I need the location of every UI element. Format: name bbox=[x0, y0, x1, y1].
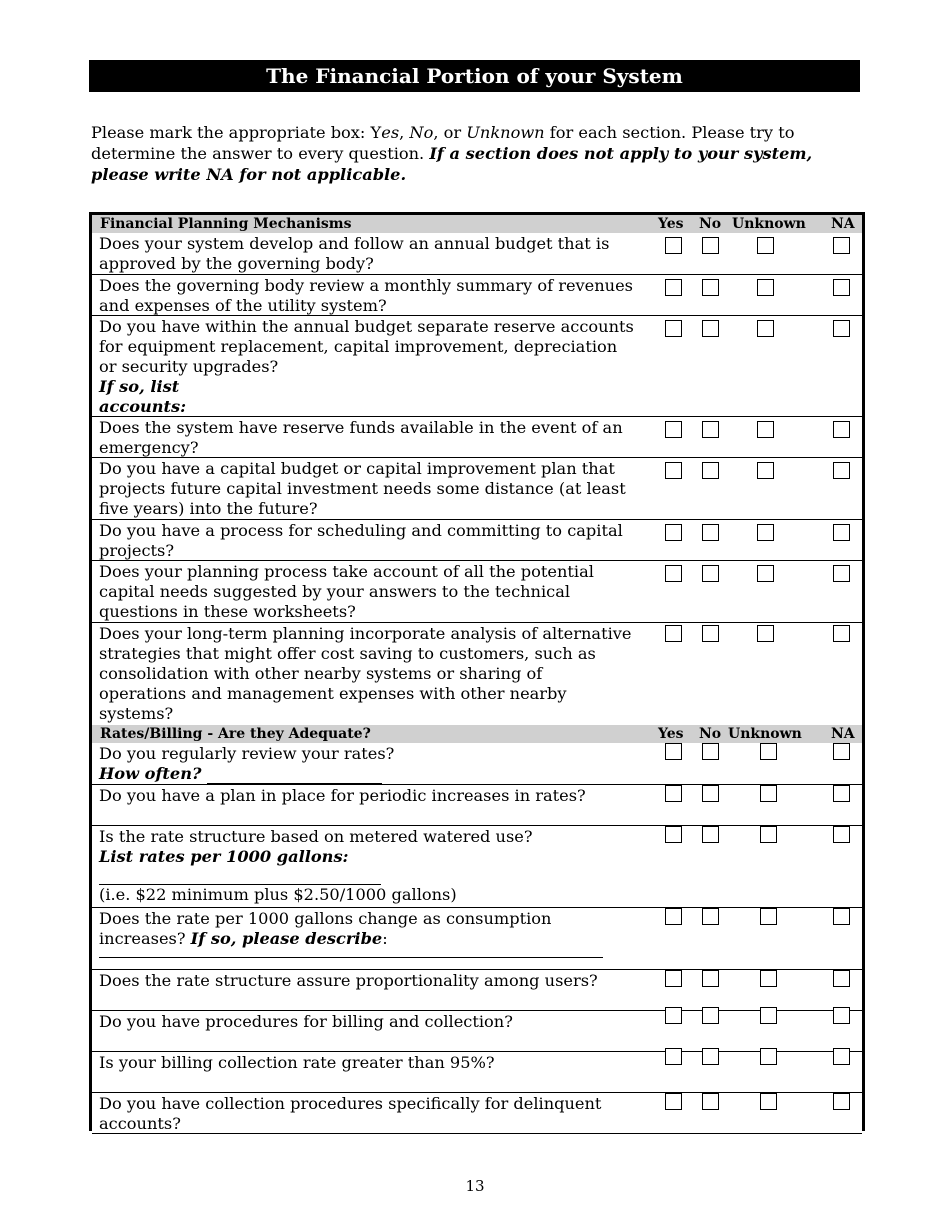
question-text: Do you have a capital budget or capital improvement plan that projects future capital investment needs some distance (at least five years) into the future? bbox=[99, 459, 626, 518]
checkbox-unknown[interactable] bbox=[760, 743, 777, 760]
checkbox-unknown[interactable] bbox=[760, 908, 777, 925]
question-text: Do you have procedures for billing and collection? bbox=[99, 1012, 513, 1031]
checkbox-no[interactable] bbox=[702, 279, 719, 296]
question-text: Do you regularly review your rates? bbox=[99, 744, 395, 763]
checkbox-yes[interactable] bbox=[665, 1048, 682, 1065]
intro-sep-2: , or bbox=[433, 123, 467, 142]
page-number: 13 bbox=[465, 1177, 485, 1195]
checkbox-yes[interactable] bbox=[665, 826, 682, 843]
followup-label: If so, please describe bbox=[190, 929, 383, 948]
intro-sep-1: , bbox=[399, 123, 410, 142]
question-row bbox=[92, 908, 862, 970]
checkbox-yes[interactable] bbox=[665, 462, 682, 479]
checkbox-unknown[interactable] bbox=[760, 1048, 777, 1065]
col-yes-header: Yes bbox=[658, 726, 684, 742]
checkbox-na[interactable] bbox=[833, 908, 850, 925]
checkbox-no[interactable] bbox=[702, 826, 719, 843]
checkbox-yes[interactable] bbox=[665, 320, 682, 337]
section-header-rates-billing bbox=[92, 725, 862, 743]
checkbox-yes[interactable] bbox=[665, 524, 682, 541]
checkbox-no[interactable] bbox=[702, 237, 719, 254]
question-text: Is your billing collection rate greater than 95%? bbox=[99, 1053, 495, 1072]
section-title: Rates/Billing - Are they Adequate? bbox=[100, 726, 371, 742]
checkbox-no[interactable] bbox=[702, 970, 719, 987]
followup-colon: : bbox=[382, 929, 388, 948]
page-title-text: The Financial Portion of your System bbox=[266, 64, 683, 88]
question-text: Does the rate structure assure proportionality among users? bbox=[99, 971, 598, 990]
question-text: Does your planning process take account of all the potential capital needs suggested by your answers to the technical questions in these worksheets? bbox=[99, 562, 594, 621]
checkbox-yes[interactable] bbox=[665, 1093, 682, 1110]
checkbox-yes[interactable] bbox=[665, 279, 682, 296]
question-row bbox=[92, 1052, 862, 1093]
checkbox-na[interactable] bbox=[833, 421, 850, 438]
question-text: Do you have a process for scheduling and committing to capital projects? bbox=[99, 521, 623, 560]
checkbox-no[interactable] bbox=[702, 524, 719, 541]
question-row bbox=[92, 275, 862, 316]
checkbox-no[interactable] bbox=[702, 743, 719, 760]
question-row bbox=[92, 458, 862, 520]
question-row bbox=[92, 561, 862, 623]
intro-na-note: If a section does not apply to your system, please write NA for not applicable. bbox=[91, 144, 813, 184]
col-no-header: No bbox=[699, 216, 722, 232]
col-no-header: No bbox=[699, 726, 722, 742]
describe-answer-line[interactable] bbox=[99, 949, 603, 958]
checkbox-na[interactable] bbox=[833, 1093, 850, 1110]
checkbox-yes[interactable] bbox=[665, 970, 682, 987]
page-title bbox=[89, 60, 860, 92]
question-row bbox=[92, 316, 862, 417]
checkbox-no[interactable] bbox=[702, 908, 719, 925]
question-text: Does the governing body review a monthly summary of revenues and expenses of the utility system? bbox=[99, 276, 633, 315]
checkbox-na[interactable] bbox=[833, 826, 850, 843]
checkbox-unknown[interactable] bbox=[757, 421, 774, 438]
checkbox-no[interactable] bbox=[702, 421, 719, 438]
how-often-answer-line[interactable] bbox=[207, 767, 382, 784]
checkbox-no[interactable] bbox=[702, 1007, 719, 1024]
checkbox-yes[interactable] bbox=[665, 625, 682, 642]
question-row bbox=[92, 970, 862, 1011]
checkbox-na[interactable] bbox=[833, 785, 850, 802]
question-text: Do you have collection procedures specifically for delinquent accounts? bbox=[99, 1094, 602, 1133]
checkbox-unknown[interactable] bbox=[757, 625, 774, 642]
checkbox-unknown[interactable] bbox=[757, 237, 774, 254]
checkbox-unknown[interactable] bbox=[757, 320, 774, 337]
intro-text-1: Please mark the appropriate box: Y bbox=[91, 123, 382, 142]
question-text-block bbox=[99, 909, 634, 958]
checkbox-na[interactable] bbox=[833, 237, 850, 254]
col-unknown-header: Unknown bbox=[728, 726, 802, 742]
checkbox-no[interactable] bbox=[702, 565, 719, 582]
question-text: Do you have a plan in place for periodic increases in rates? bbox=[99, 786, 586, 805]
question-text: Is the rate structure based on metered watered use? bbox=[99, 827, 533, 846]
checkbox-no[interactable] bbox=[702, 785, 719, 802]
question-row bbox=[92, 743, 862, 785]
accounts-answer-line[interactable] bbox=[186, 400, 551, 417]
checkbox-unknown[interactable] bbox=[757, 565, 774, 582]
checkbox-na[interactable] bbox=[833, 1048, 850, 1065]
question-text: Do you have within the annual budget separate reserve accounts for equipment replacement, capital improvement, depreciation or security upgrades? bbox=[99, 317, 634, 376]
question-text-block bbox=[99, 317, 634, 417]
question-text: Does your long-term planning incorporate analysis of alternative strategies that might offer cost saving to customers, such as consolidation with other nearby systems or sharing of operations and management expenses with other nearby systems? bbox=[99, 624, 632, 723]
col-na-header: NA bbox=[831, 216, 855, 232]
checkbox-yes[interactable] bbox=[665, 908, 682, 925]
checkbox-yes[interactable] bbox=[665, 565, 682, 582]
checkbox-no[interactable] bbox=[702, 320, 719, 337]
checkbox-unknown[interactable] bbox=[757, 462, 774, 479]
col-na-header: NA bbox=[831, 726, 855, 742]
question-row bbox=[92, 1011, 862, 1052]
col-yes-header: Yes bbox=[658, 216, 684, 232]
question-row bbox=[92, 233, 862, 275]
question-text-block bbox=[99, 827, 634, 905]
checkbox-unknown[interactable] bbox=[757, 279, 774, 296]
checkbox-no[interactable] bbox=[702, 625, 719, 642]
checkbox-no[interactable] bbox=[702, 1093, 719, 1110]
checkbox-yes[interactable] bbox=[665, 1007, 682, 1024]
checkbox-unknown[interactable] bbox=[760, 826, 777, 843]
section-title: Financial Planning Mechanisms bbox=[100, 216, 352, 232]
intro-text-2: for each section. Please try to determine the answer to every question. bbox=[91, 123, 795, 163]
section-header-financial-planning bbox=[92, 215, 862, 233]
col-unknown-header: Unknown bbox=[732, 216, 806, 232]
checkbox-unknown[interactable] bbox=[760, 1093, 777, 1110]
question-row bbox=[92, 417, 862, 458]
checkbox-unknown[interactable] bbox=[760, 1007, 777, 1024]
question-text: Does your system develop and follow an annual budget that is approved by the governing body? bbox=[99, 234, 610, 273]
checkbox-na[interactable] bbox=[833, 1007, 850, 1024]
question-row bbox=[92, 623, 862, 725]
checkbox-na[interactable] bbox=[833, 279, 850, 296]
checkbox-yes[interactable] bbox=[665, 785, 682, 802]
question-row bbox=[92, 826, 862, 908]
checkbox-na[interactable] bbox=[833, 625, 850, 642]
checkbox-na[interactable] bbox=[833, 565, 850, 582]
checkbox-na[interactable] bbox=[833, 970, 850, 987]
questionnaire-table bbox=[89, 212, 865, 1131]
rates-answer-line[interactable] bbox=[99, 867, 381, 885]
intro-unknown: Unknown bbox=[466, 123, 545, 142]
checkbox-yes[interactable] bbox=[665, 743, 682, 760]
question-row bbox=[92, 1093, 862, 1134]
checkbox-na[interactable] bbox=[833, 320, 850, 337]
checkbox-na[interactable] bbox=[833, 462, 850, 479]
question-text: Does the system have reserve funds available in the event of an emergency? bbox=[99, 418, 623, 457]
question-row bbox=[92, 520, 862, 561]
instructions bbox=[91, 122, 851, 185]
checkbox-na[interactable] bbox=[833, 524, 850, 541]
followup-label: How often? bbox=[99, 764, 202, 783]
checkbox-na[interactable] bbox=[833, 743, 850, 760]
question-text-block bbox=[99, 744, 634, 784]
checkbox-yes[interactable] bbox=[665, 421, 682, 438]
intro-no: No bbox=[409, 123, 434, 142]
checkbox-unknown[interactable] bbox=[760, 785, 777, 802]
followup-label: accounts: bbox=[99, 397, 187, 416]
question-text: Does the rate per 1000 gallons change as consumption increases? bbox=[99, 909, 552, 948]
example-text: (i.e. $22 minimum plus $2.50/1000 gallons) bbox=[99, 885, 457, 904]
checkbox-no[interactable] bbox=[702, 462, 719, 479]
intro-yes: es bbox=[381, 123, 400, 142]
followup-label: List rates per 1000 gallons: bbox=[99, 847, 349, 866]
checkbox-yes[interactable] bbox=[665, 237, 682, 254]
checkbox-unknown[interactable] bbox=[757, 524, 774, 541]
checkbox-no[interactable] bbox=[702, 1048, 719, 1065]
checkbox-unknown[interactable] bbox=[760, 970, 777, 987]
question-row bbox=[92, 785, 862, 826]
followup-label: If so, list bbox=[99, 377, 180, 396]
